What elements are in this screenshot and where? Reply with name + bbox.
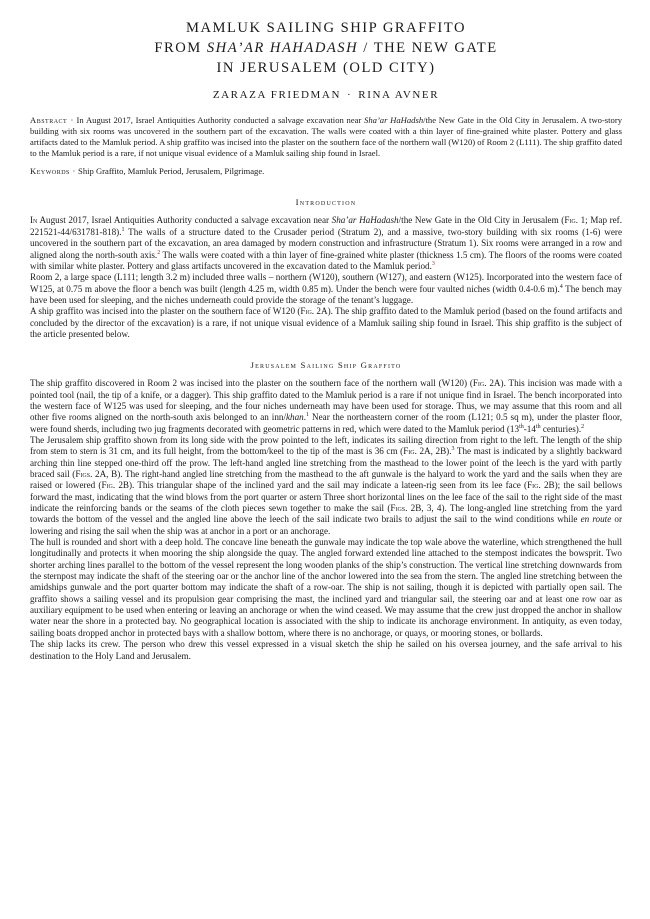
graffito-p1-text: The ship graffito discovered in Room 2 was incised into the plaster on the southern face of the northern wall (W120) ( bbox=[30, 378, 473, 389]
footnote-marker: 2 bbox=[581, 423, 585, 430]
figure-reference: Fig. 2B bbox=[527, 480, 555, 491]
abstract-label: Abstract · bbox=[30, 115, 74, 125]
title-line-2-italic: SHA’AR HAHADASH bbox=[206, 40, 359, 56]
footnote-marker: 4 bbox=[559, 283, 563, 290]
graffito-body bbox=[30, 378, 622, 662]
graffito-p1-text: ). This incision was made with a pointed tool (nail, the tip of a knife, or a dagger). This ship graffito dated to the Mamluk period is a rare if not unique find in Israel. The bench incorporated into the western face of W125 was used for sleeping, and the four niches underneath may have been used for storage. Thus, we may assume that this room and all other five rooms aligned on the north-south axis belonged to an inn/ bbox=[30, 378, 622, 423]
graffito-p2-text: The mast is indicated by a slightly backward arching thin line stepped one-third off the prow. The left-hand angled line stretching from the masthead to the lower point of the leech is the yard with partly braced sail ( bbox=[30, 446, 622, 479]
graffito-paragraph-2 bbox=[30, 435, 622, 537]
abstract-text-a: In August 2017, Israel Antiquities Authority conducted a salvage excavation near bbox=[73, 115, 365, 125]
graffito-p2-text: ); the sail bellows forward the mast, indicating that the wind blows from the port quarter or astern Three short horizontal lines on the lee face of the sail to the right side of the mast indicate the reinforcing bands or the seams of the cloth pieces sewn together to make the sail ( bbox=[30, 480, 622, 514]
title-line-3: IN JERUSALEM (OLD CITY) bbox=[216, 60, 436, 76]
intro-p1-text: ; Map ref. 221521-44/631781-818). bbox=[30, 215, 622, 237]
figure-reference: Fig. 2A bbox=[472, 378, 501, 389]
graffito-p1-text: Near the northeastern corner of the room (L121; 0.5 sq m), under the plaster floor, were found sherds, including two jug fragments decorated with geometric patterns in red, which were dated to the Mamluk period (13 bbox=[30, 412, 622, 434]
graffito-p2-text: The Jerusalem ship graffito shown from its long side with the prow pointed to the left, indicates its sailing direction from right to the left. The length of the ship from stem to stern is 31 cm, and its full height, from the bottom/keel to the tip of the mast is 36 cm ( bbox=[30, 434, 622, 457]
ordinal-suffix: th bbox=[535, 423, 541, 430]
author-separator: · bbox=[347, 89, 353, 101]
graffito-p2-italic: en route bbox=[580, 514, 612, 525]
introduction-body bbox=[30, 215, 622, 340]
author-list bbox=[30, 89, 622, 101]
intro-paragraph-1 bbox=[30, 215, 622, 272]
footnote-marker: 3 bbox=[451, 446, 455, 453]
graffito-p1-italic: khan bbox=[286, 412, 304, 423]
intro-paragraph-2 bbox=[30, 272, 622, 306]
figure-reference: Figs. 2B, 3, 4 bbox=[390, 503, 442, 514]
intro-p1-text: /the New Gate in the Old City in Jerusalem ( bbox=[398, 215, 565, 226]
figure-reference: Fig. 1 bbox=[564, 215, 586, 226]
article-title bbox=[30, 18, 622, 78]
graffito-p2-text: ). This triangular shape of the inclined yard and the sail may indicate a lateen-rig seen from its lee face ( bbox=[128, 480, 528, 491]
graffito-p1-text: centuries). bbox=[540, 423, 582, 434]
author-second: RINA AVNER bbox=[358, 89, 440, 101]
abstract-italic: Sha’ar HaHadsh bbox=[364, 115, 424, 125]
footnote-marker: 2 bbox=[157, 249, 161, 256]
graffito-paragraph-3: The hull is rounded and short with a deep hold. The concave line beneath the gunwale may indicate the top wale above the waterline, which strengthened the hull longitudinally and protects it when mooring the ship alongside the quay. The angled forward extended line attached to the stempost indicates the bowsprit. Two shorter arching lines parallel to the bottom of the vessel represent the long wooden planks of the ship’s construction. The vertical line stretching downwards from the sternpost may indicate the shaft of the steering oar or the anchor line of the anchor lowered into the sea from the stern. The angled line stretching between the amidships gunwale and the port quarter bottom may indicate the shaft of a row-oar. The ship is not sailing, though it is depicted with partially open sail. The graffito shows a sailing vessel and its propulsion gear comprising the mast, the inclined yard and triangular sail, the steering oar and at least one row oar as auxiliary equipment to be used when entering or leaving an anchorage or when the wind ceased. We may assume that the crew just dropped the anchor in shallow water near the shore in a protected bay. No geographical location is associated with the ship to indicate its anchorage environment. In antiquity, as even today, sailing boats dropped anchor in protected bays with a shallow bottom, where there is no anchorage, or quays, or mooring stones, or bollards. bbox=[30, 537, 622, 638]
footnote-marker: 1 bbox=[121, 226, 125, 233]
keywords-text: Ship Graffito, Mamluk Period, Jerusalem, Pilgrimage. bbox=[75, 166, 265, 177]
intro-dropcap: In bbox=[30, 215, 38, 226]
figure-reference: Fig. 2A bbox=[300, 306, 328, 317]
keywords-label: Keywords · bbox=[30, 166, 76, 177]
figure-reference: Fig. 2A, 2B bbox=[403, 446, 447, 457]
intro-p3-text: A ship graffito was incised into the plaster on the southern face of W120 ( bbox=[30, 306, 301, 317]
graffito-paragraph-1 bbox=[30, 378, 622, 435]
introduction-heading: Introduction bbox=[295, 197, 357, 208]
abstract bbox=[30, 115, 622, 159]
title-line-1: MAMLUK SAILING SHIP GRAFFITO bbox=[186, 20, 466, 36]
figure-reference: Fig. 2B bbox=[101, 480, 129, 491]
author-first: ZARAZA FRIEDMAN bbox=[212, 89, 342, 101]
intro-p3-text: ). The ship graffito dated to the Mamluk period (based on the found artifacts and concluded by the director of the excavation) is a rare, if not unique visual evidence of a Mamluk sailing ship found in Israel. This ship graffito is the subject of the article presented below. bbox=[30, 306, 623, 339]
intro-p1-italic: Sha’ar HaHadash bbox=[331, 215, 399, 226]
graffito-p2-text: ). The long-angled line stretching from the yard towards the bottom of the vessel and the angled line above the leech of the sail indicate two brails to adjust the sail to the wind conditions while bbox=[30, 503, 622, 525]
intro-p1-text: August 2017, Israel Antiquities Authority conducted a salvage excavation near bbox=[37, 215, 332, 226]
footnote-marker: 3 bbox=[431, 260, 435, 267]
intro-p2-text: The bench may have been used for sleeping, and the niches underneath could provide the storage of the tenant’s luggage. bbox=[30, 283, 622, 305]
graffito-p2-text: or lowering and rising the sail when the ship was at anchor in a port or an anchorage. bbox=[30, 514, 622, 536]
title-line-2-prefix: FROM bbox=[154, 40, 207, 56]
graffito-paragraph-4: The ship lacks its crew. The person who drew this vessel expressed in a visual sketch the ship he sailed on his oversea journey, and the safe arrival to his destination to the Holy Land and Jerusalem. bbox=[30, 639, 622, 661]
graffito-p2-text: ). bbox=[446, 446, 452, 457]
footnote-marker: 1 bbox=[306, 412, 310, 419]
intro-p1-text: The walls of a structure dated to the Crusader period (Stratum 2), and a massive, two-story building with six rooms (1-6) were uncovered in the southern part of the excavation, an area damaged by modern construction and infrastructure (Stratum 1). Six rooms were arranged in a row and aligned along the north-south axis. bbox=[30, 226, 622, 260]
intro-paragraph-3 bbox=[30, 306, 622, 340]
keywords bbox=[30, 166, 622, 177]
intro-p2-text: Room 2, a large space (L111; length 3.2 m) included three walls – northern (W120), southern (W127), and eastern (W125). Incorporated into the western face of W125, at 0.75 m above the floor a bench was built (length 4.25 m, width 0.85 m). Under the bench were four vaulted niches (width 0.4-0.6 m). bbox=[30, 272, 622, 294]
abstract-text-b: /the New Gate in the Old City in Jerusalem. A two-story building with six rooms was uncovered in the southern part of the excavation. The walls were coated with a thin layer of fine-grained white plaster. Pottery and glass artifacts dated to the Mamluk period. A ship graffito was incised into the plaster on the southern face of the northern wall (W120) of Room 2 (L111). The ship graffito dated to the Mamluk period is a rare, if not unique visual evidence of a Mamluk sailing ship found in Israel. bbox=[30, 115, 622, 159]
graffito-p1-text: -14 bbox=[523, 423, 536, 434]
intro-p1-text: The walls were coated with a thin layer of fine-grained white plaster (thickness 1.5 cm). The floors of the rooms were coated with similar white plaster. Pottery and glass artifacts uncovered in the excavation dated to the Mamluk period. bbox=[30, 249, 622, 271]
ordinal-suffix: th bbox=[519, 423, 524, 430]
title-line-2-suffix: / THE NEW GATE bbox=[358, 40, 498, 56]
graffito-p2-text: ). The right-hand angled line stretching from the masthead to the aft gunwale is the halyard to work the yard and the sails when they are raised or lowered ( bbox=[30, 469, 623, 491]
graffito-p1-text: . bbox=[303, 412, 307, 423]
graffito-heading: Jerusalem Sailing Ship Graffito bbox=[250, 360, 402, 371]
figure-reference: Figs. 2A, B bbox=[75, 469, 118, 479]
